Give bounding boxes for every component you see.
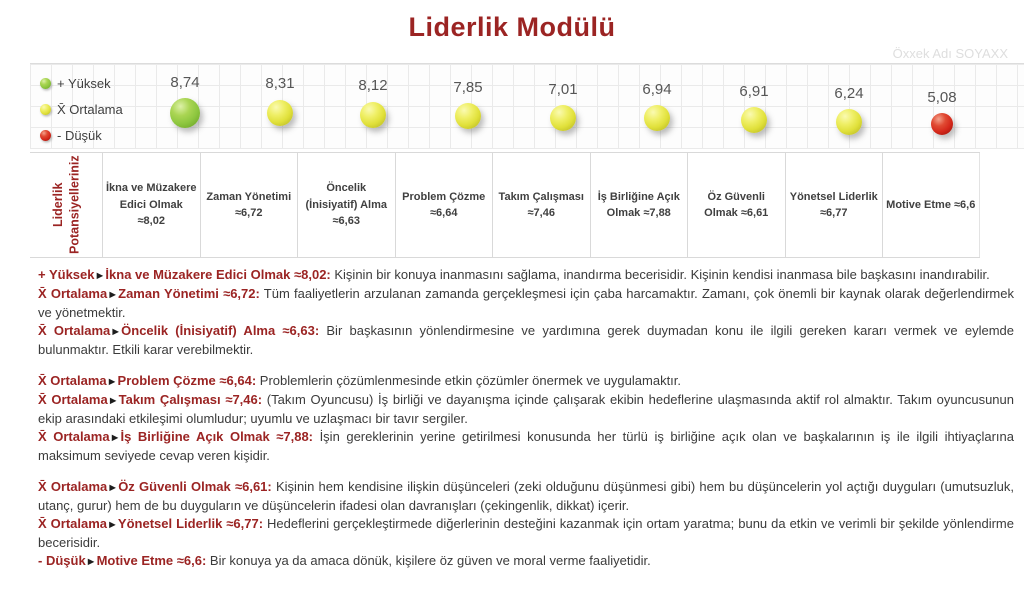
description-text: Kişinin hem kendisine ilişkin düşünceleri (zeki olduğunu düşünmesi gibi) hem bu düşüncelerin yol açtığı duyguları (umutsuzluk, utanç, gurur) hem de bu duyguların ve düşüncelerin ifadesi olan davranışları (çekingenlik, dikkat) içerir. (38, 479, 1014, 513)
description-item (38, 552, 1014, 571)
arrow-right-icon: ► (107, 482, 119, 494)
data-point-value: 8,74 (170, 74, 200, 91)
arrow-right-icon: ► (85, 556, 97, 568)
page-title: Liderlik Modülü (408, 12, 616, 42)
column-header-motive: Motive Etme ≈6,6 (882, 153, 980, 257)
description-text: Problemlerin çözümlenmesinde etkin çözümler önermek ve uygulamaktır. (256, 373, 682, 388)
level-prefix: X̄ Ortalama (38, 286, 108, 301)
data-point-value: 6,24 (834, 85, 864, 102)
description-text: Hedeflerini gerçekleştirmede diğerlerinin desteğini kazanmak için ortam yaratma; bunu da etkin ve verimli bir şekilde yönlendirme becerisidir. (38, 516, 1014, 550)
potential-title: Yönetsel Liderlik ≈6,77: (117, 516, 264, 531)
table-row-header (30, 153, 102, 257)
potential-title: İş Birliğine Açık Olmak ≈7,88: (120, 429, 314, 444)
legend-label: X̄ Ortalama (57, 101, 123, 117)
arrow-right-icon: ► (110, 326, 122, 338)
data-point-value: 7,85 (453, 79, 483, 96)
description-item (38, 322, 1014, 359)
potential-title: İkna ve Müzakere Edici Olmak ≈8,02: (105, 267, 331, 282)
level-prefix: X̄ Ortalama (38, 373, 107, 388)
data-point-sphere (550, 105, 576, 131)
level-prefix: + Yüksek (38, 267, 95, 282)
chart-legend (40, 70, 123, 148)
data-point-value: 6,94 (642, 81, 672, 98)
data-point-sphere (931, 113, 953, 135)
data-point-sphere (267, 100, 293, 126)
column-header-ikna: İkna ve Müzakere Edici Olmak ≈8,02 (102, 153, 200, 257)
data-point-value: 5,08 (927, 89, 957, 106)
level-prefix: X̄ Ortalama (38, 323, 111, 338)
arrow-right-icon: ► (107, 395, 119, 407)
data-point-value: 8,12 (358, 77, 388, 94)
data-point-sphere (170, 98, 200, 128)
potential-title: Takım Çalışması ≈7,46: (118, 392, 263, 407)
description-text: (Takım Oyuncusu) İş birliği ve dayanışma içinde çalışarak ekibin hedeflerine ulaşmasında aktif rol almaktır. Takım oyuncusunun ekip arasındaki etkileşimi olumludur; uyumlu ve uzlaşmacı bir tavır sergiler. (38, 392, 1014, 426)
description-item (38, 515, 1014, 552)
column-header-problem: Problem Çözme ≈6,64 (395, 153, 493, 257)
description-item (38, 478, 1014, 515)
potential-title: Problem Çözme ≈6,64: (117, 373, 257, 388)
data-point-value: 6,91 (739, 83, 769, 100)
data-point-value: 7,01 (548, 81, 578, 98)
level-prefix: X̄ Ortalama (38, 479, 108, 494)
description-text: Tüm faaliyetlerin arzulanan zamanda gerçekleşmesi için çaba harcamaktır. Zamanı, çok önemli bir kaynak olarak değerlendirmek ve yönetmektir. (38, 286, 1014, 320)
data-point-sphere (455, 103, 481, 129)
description-item (38, 391, 1014, 428)
description-item (38, 372, 1014, 391)
data-point-sphere (836, 109, 862, 135)
arrow-right-icon: ► (109, 432, 121, 444)
data-point-sphere (741, 107, 767, 133)
description-item (38, 266, 1014, 285)
legend-item-high (40, 70, 123, 96)
descriptions-section (38, 266, 1014, 571)
legend-label: + Yüksek (57, 75, 111, 91)
yellow-dot-icon (40, 104, 51, 115)
column-header-yonetsel: Yönetsel Liderlik ≈6,77 (785, 153, 883, 257)
user-name-watermark: Öxxek Adı SOYAXX (892, 46, 1008, 61)
red-dot-icon (40, 130, 51, 141)
arrow-right-icon: ► (106, 376, 118, 388)
description-text: İşin gereklerinin yerine getirilmesi konusunda her türlü iş birliğine açık olan ve başkalarının iş ile ilgili ihtiyaçlarına maksimum seviyede cevap veren kişidir. (38, 429, 1014, 463)
level-prefix: X̄ Ortalama (38, 516, 108, 531)
data-point-sphere (644, 105, 670, 131)
arrow-right-icon: ► (107, 519, 118, 531)
potentials-table (30, 152, 980, 258)
potential-title: Zaman Yönetimi ≈6,72: (118, 286, 260, 301)
legend-label: - Düşük (57, 127, 102, 143)
description-text: Bir başkasının yönlendirmesine ve yardımına gerek duymadan konu ile ilgili gereken kararı vermek ve eylemde bulunmaktır. Etkili karar verebilmektir. (38, 323, 1014, 357)
column-header-takim: Takım Çalışması ≈7,46 (492, 153, 590, 257)
column-header-isbirligi: İş Birliğine Açık Olmak ≈7,88 (590, 153, 688, 257)
data-point-sphere (360, 102, 386, 128)
level-prefix: X̄ Ortalama (38, 429, 110, 444)
data-point-value: 8,31 (265, 75, 295, 92)
potential-title: Motive Etme ≈6,6: (96, 553, 207, 568)
arrow-right-icon: ► (107, 289, 119, 301)
potential-title: Öncelik (İnisiyatif) Alma ≈6,63: (121, 323, 320, 338)
column-header-oncelik: Öncelik (İnisiyatif) Alma ≈6,63 (297, 153, 395, 257)
arrow-right-icon: ► (94, 270, 106, 282)
level-prefix: - Düşük (38, 553, 86, 568)
legend-item-average (40, 96, 123, 122)
description-item (38, 285, 1014, 322)
column-header-ozguven: Öz Güvenli Olmak ≈6,61 (687, 153, 785, 257)
potential-title: Öz Güvenli Olmak ≈6,61: (118, 479, 272, 494)
description-text: Bir konuya ya da amaca dönük, kişilere öz güven ve moral verme faaliyetidir. (206, 553, 651, 568)
description-text: Kişinin bir konuya inanmasını sağlama, inandırma becerisidir. Kişinin kendisi inanmasa bile başkasını inandırabilir. (330, 267, 990, 282)
column-header-zaman: Zaman Yönetimi ≈6,72 (200, 153, 298, 257)
green-dot-icon (40, 78, 51, 89)
legend-item-low (40, 122, 123, 148)
row-header-label: Liderlik Potansiyelleriniz (50, 155, 81, 255)
level-prefix: X̄ Ortalama (38, 392, 108, 407)
description-item (38, 428, 1014, 465)
